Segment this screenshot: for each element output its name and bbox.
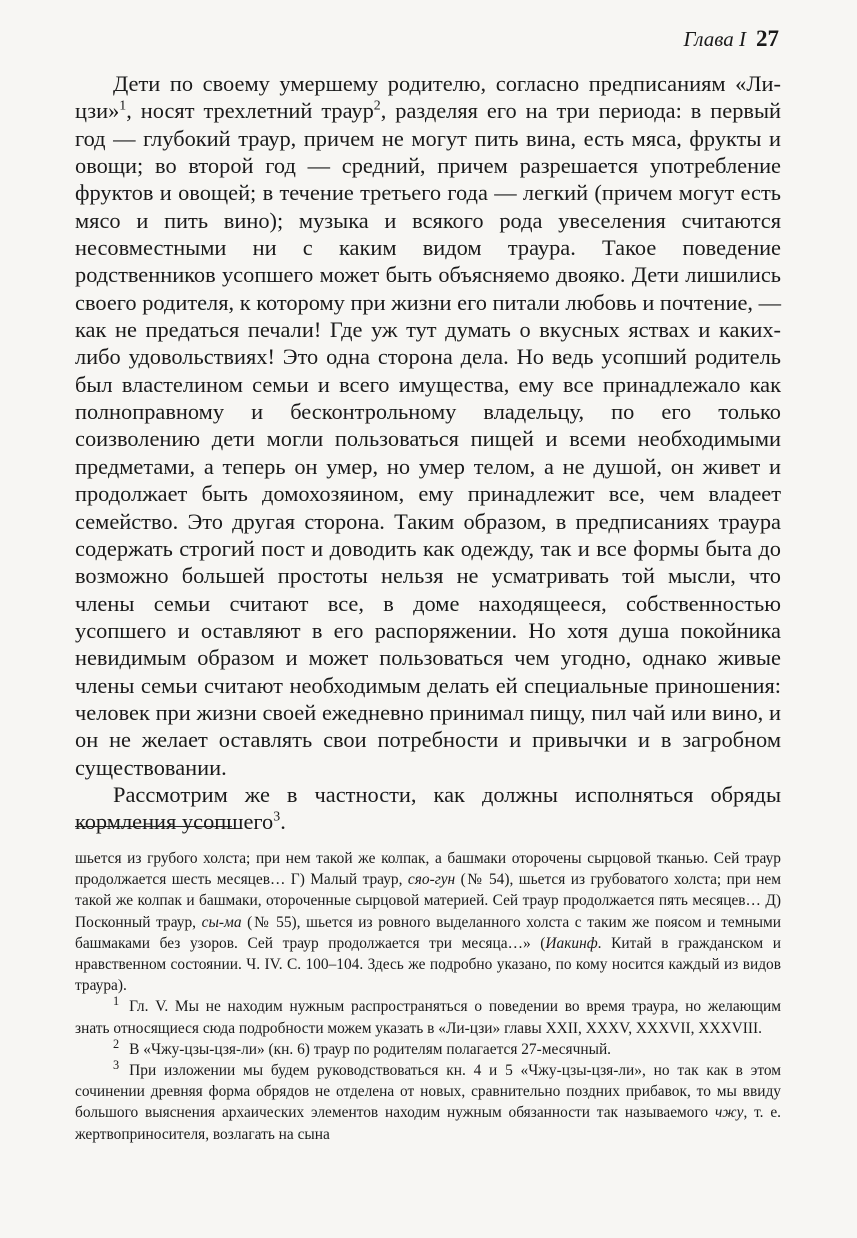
footnote-mark-2: 2 [113, 1036, 120, 1051]
footnote-1: $^1$ Гл. V. Мы не находим нужным распространяться о поведении во время траура, но желающим знать относящиеся сюда подробности можем указать в «Ли-цзи» главы XXII, XXXV, XXXVII, XXXVIII. [75, 994, 781, 1037]
footnote-ref-3: 3 [273, 809, 281, 825]
footnote-2: $^2$ В «Чжу-цзы-цзя-ли» (кн. 6) траур по родителям полагается 27-месячный. [113, 1036, 612, 1058]
chapter-title: Глава I [683, 27, 746, 51]
main-text [75, 70, 781, 836]
footnote-mark-1: 1 [113, 994, 120, 1009]
paragraph-1: Дети по своему умершему родителю, согласно предписаниям «Ли-цзи»$^1$, носят трехлетний траур$^2$, разделяя его на три периода: в первый год — глубокий траур, причем не могут пить вина, есть мяса, фрукты и овощи; во второй год — средний, причем разрешается употребление фруктов и овощей; в течение третьего года — легкий (причем могут есть мясо и пить вино); музыка и всякого рода увеселения считаются несовместными ни с каким видом траура. Такое поведение родственников усопшего может быть объясняемо двояко. Дети лишились своего родителя, к которому при жизни его питали любовь и почтение, — как не предаться печали! Где уж тут думать о вкусных яствах и каких-либо удовольствиях! Это одна сторона дела. Но ведь усопший родитель был властелином семьи и всего имущества, ему все принадлежало как полноправному и бесконтрольному владельцу, по его только соизволению дети могли пользоваться пищей и всеми необходимыми предметами, а теперь он умер, но умер телом, а не душой, он живет и продолжает быть домохозяином, ему принадлежит все, чем владеет семейство. Это другая сторона. Таким образом, в предписаниях траура содержать строгий пост и доводить как одежду, так и все формы быта до возможно большей простоты нельзя не усматривать той мысли, что члены семьи считают все, в доме находящееся, собственностью усопшего и оставляют в его распоряжении. Но хотя душа покойника невидимым образом и может пользоваться чем угодно, однако живые члены семьи считают необходимым делать ей специальные приношения: человек при жизни своей ежедневно принимал пищу, пил чай или вино, и он не желает оставлять свои потребности и привычки и в загробном существовании. [75, 71, 782, 780]
running-header [684, 26, 779, 52]
page-number: 27 [756, 26, 779, 51]
footnote-3: $^3$ При изложении мы будем руководствоваться кн. 4 и 5 «Чжу-цзы-цзя-ли», но так как в этом сочинении древняя форма обрядов не отделена от новых, сравнительно поздних прибавок, то мы ввиду большого выяснения архаических элементов находим нужным обязанности так называемого чжу, т. е. жертвоприносителя, возлагать на сына [75, 1057, 782, 1143]
footnote-ref-2: 2 [373, 98, 381, 114]
footnote-ref-1: 1 [119, 98, 127, 114]
footnote-continuation: шьется из грубого холста; при нем такой же колпак, а башмаки оторочены сырцовой тканью. Сей траур продолжается шесть месяцев… Г) Малый траур, сяо-гун (№ 54), шьется из грубоватого холста; при нем такой же колпак и башмаки, отороченные сырцовой материей. Сей траур продолжается пять месяцев… Д) Посконный траур, сы-ма (№ 55), шьется из ровного выделанного холста с таким же поясом и темными башмаками без узоров. Сей траур продолжается три месяца…» (Иакинф. Китай в гражданском и нравственном состоянии. Ч. IV. С. 100–104. Здесь же подробно указано, по кому носится каждый из видов траура). [75, 850, 781, 995]
paragraph-2: Рассмотрим же в частности, как должны исполняться обряды кормления усопшего$^3$. [75, 781, 781, 835]
footnote-mark-3: 3 [113, 1057, 120, 1072]
footnotes [75, 848, 781, 1145]
footnote-divider [75, 826, 232, 827]
